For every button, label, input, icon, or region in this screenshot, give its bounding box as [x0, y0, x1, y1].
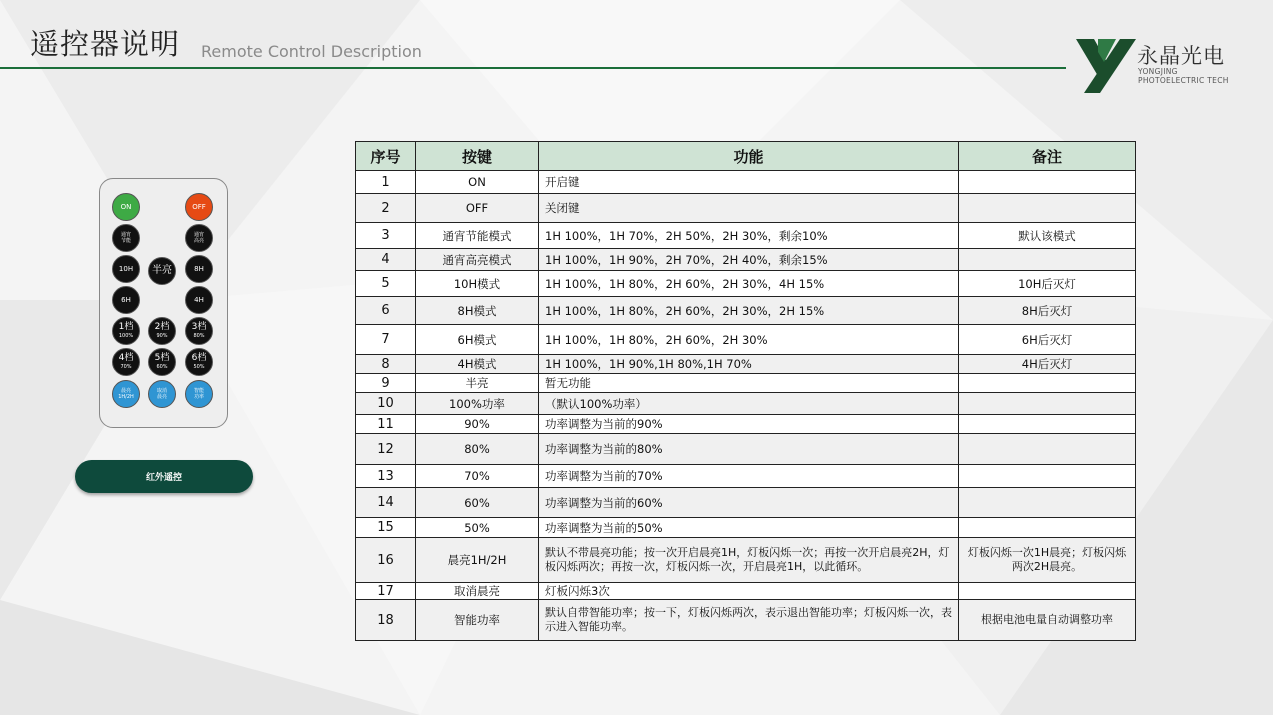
cell-no: 17: [356, 583, 416, 600]
table-row: [356, 271, 1136, 297]
cell-function: 1H 100%，1H 80%，2H 60%，2H 30%，2H 15%: [539, 297, 959, 325]
remote-level1-button[interactable]: [112, 317, 140, 345]
remote-morning-button[interactable]: [112, 380, 140, 408]
remote-night-bright-button[interactable]: [185, 224, 213, 252]
cell-key: 6H模式: [416, 325, 539, 355]
cell-function: 功率调整为当前的80%: [539, 434, 959, 465]
table-row: [356, 374, 1136, 393]
cell-no: 9: [356, 374, 416, 393]
remote-off-button[interactable]: OFF: [185, 193, 213, 221]
remote-on-button[interactable]: ON: [112, 193, 140, 221]
cell-key: 4H模式: [416, 355, 539, 374]
remote-level4-label: 4档: [118, 352, 134, 363]
cell-key: 70%: [416, 465, 539, 488]
cell-note: [959, 393, 1136, 415]
remote-10h-button[interactable]: 10H: [112, 255, 140, 283]
header-no: 序号: [356, 142, 416, 171]
remote-cancel-morning-button[interactable]: [148, 380, 176, 408]
cell-note: [959, 194, 1136, 223]
cell-key: 半亮: [416, 374, 539, 393]
remote-level3-label: 3档: [191, 321, 207, 332]
cell-no: 12: [356, 434, 416, 465]
cell-function: （默认100%功率）: [539, 393, 959, 415]
cell-no: 5: [356, 271, 416, 297]
cell-function: 功率调整为当前的70%: [539, 465, 959, 488]
header-key: 按键: [416, 142, 539, 171]
table-row: [356, 518, 1136, 538]
cell-no: 8: [356, 355, 416, 374]
cell-note: [959, 488, 1136, 518]
cell-key: 8H模式: [416, 297, 539, 325]
remote-night-eco-line1: 通宵: [120, 231, 131, 238]
remote-level6-label: 6档: [191, 352, 207, 363]
cell-note: [959, 249, 1136, 271]
remote-level2-button[interactable]: [148, 317, 176, 345]
cell-function: 默认自带智能功率；按一下，灯板闪烁两次，表示退出智能功率；灯板闪烁一次，表示进入智能功率。: [539, 600, 959, 641]
remote-level6-button[interactable]: [185, 348, 213, 376]
remote-night-bright-line2: 高亮: [193, 238, 204, 244]
cell-function: 开启键: [539, 171, 959, 194]
cell-function: 1H 100%，1H 90%,1H 80%,1H 70%: [539, 355, 959, 374]
header-function: 功能: [539, 142, 959, 171]
remote-4h-button[interactable]: 4H: [185, 286, 213, 314]
cell-key: 100%功率: [416, 393, 539, 415]
remote-level2-label: 2档: [154, 321, 170, 332]
remote-smart-power-line2: 功率: [193, 394, 204, 400]
table-row: [356, 538, 1136, 583]
cell-key: 晨亮1H/2H: [416, 538, 539, 583]
header-note: 备注: [959, 142, 1136, 171]
cell-note: [959, 434, 1136, 465]
remote-smart-power-button[interactable]: [185, 380, 213, 408]
cell-key: 50%: [416, 518, 539, 538]
cell-note: 灯板闪烁一次1H晨亮；灯板闪烁两次2H晨亮。: [959, 538, 1136, 583]
cell-key: 90%: [416, 415, 539, 434]
remote-level1-value: 100%: [118, 332, 134, 339]
table-row: [356, 600, 1136, 641]
cell-key: 10H模式: [416, 271, 539, 297]
cell-no: 1: [356, 171, 416, 194]
cell-function: 功率调整为当前的50%: [539, 518, 959, 538]
remote-cancel-morning-line2: 晨亮: [156, 394, 167, 400]
cell-function: 1H 100%，1H 80%，2H 60%，2H 30%: [539, 325, 959, 355]
cell-function: 关闭键: [539, 194, 959, 223]
remote-morning-line2: 1H/2H: [118, 394, 134, 400]
table-row: [356, 223, 1136, 249]
page-title: 遥控器说明: [30, 27, 181, 61]
cell-note: [959, 171, 1136, 194]
cell-function: 1H 100%，1H 80%，2H 60%，2H 30%，4H 15%: [539, 271, 959, 297]
remote-level4-value: 70%: [120, 363, 132, 370]
remote-level4-button[interactable]: [112, 348, 140, 376]
cell-no: 4: [356, 249, 416, 271]
cell-note: 8H后灭灯: [959, 297, 1136, 325]
cell-function: 功率调整为当前的60%: [539, 488, 959, 518]
cell-note: [959, 465, 1136, 488]
cell-function: 1H 100%，1H 90%，2H 70%，2H 40%，剩余15%: [539, 249, 959, 271]
remote-cancel-morning-line1: 取消: [156, 387, 167, 394]
table-row: [356, 171, 1136, 194]
remote-level5-value: 60%: [156, 363, 168, 370]
cell-no: 3: [356, 223, 416, 249]
cell-no: 15: [356, 518, 416, 538]
cell-key: OFF: [416, 194, 539, 223]
table-row: [356, 355, 1136, 374]
table-row: [356, 465, 1136, 488]
remote-function-table: [355, 141, 1136, 641]
table-row: [356, 434, 1136, 465]
cell-note: 4H后灭灯: [959, 355, 1136, 374]
cell-note: [959, 583, 1136, 600]
table-row: [356, 325, 1136, 355]
cell-key: 通宵高亮模式: [416, 249, 539, 271]
cell-no: 18: [356, 600, 416, 641]
cell-key: 通宵节能模式: [416, 223, 539, 249]
remote-level3-button[interactable]: [185, 317, 213, 345]
cell-note: [959, 518, 1136, 538]
page-subtitle: Remote Control Description: [201, 42, 422, 61]
remote-night-eco-line2: 节能: [120, 238, 131, 244]
cell-note: 默认该模式: [959, 223, 1136, 249]
cell-function: 默认不带晨亮功能；按一次开启晨亮1H，灯板闪烁一次；再按一次开启晨亮2H，灯板闪烁两次；再按一次，灯板闪烁一次，开启晨亮1H，以此循环。: [539, 538, 959, 583]
table-row: [356, 415, 1136, 434]
table-row: [356, 488, 1136, 518]
logo-name-cn: 永晶光电: [1137, 44, 1225, 68]
logo-name-en-line1: YONGJING: [1138, 67, 1178, 76]
cell-function: 暂无功能: [539, 374, 959, 393]
cell-no: 6: [356, 297, 416, 325]
cell-key: ON: [416, 171, 539, 194]
remote-night-eco-button[interactable]: [112, 224, 140, 252]
cell-no: 11: [356, 415, 416, 434]
remote-level2-value: 90%: [156, 332, 168, 339]
cell-note: [959, 374, 1136, 393]
cell-no: 10: [356, 393, 416, 415]
table-row: [356, 194, 1136, 223]
infrared-remote-label: 红外遥控: [75, 460, 253, 493]
cell-no: 13: [356, 465, 416, 488]
cell-note: 6H后灭灯: [959, 325, 1136, 355]
remote-smart-power-line1: 智能: [193, 387, 204, 394]
remote-6h-button[interactable]: 6H: [112, 286, 140, 314]
cell-note: [959, 415, 1136, 434]
remote-8h-button[interactable]: 8H: [185, 255, 213, 283]
remote-level3-value: 80%: [193, 332, 205, 339]
remote-morning-line1: 晨亮: [120, 387, 131, 394]
title-divider: [0, 67, 1066, 69]
cell-note: 10H后灭灯: [959, 271, 1136, 297]
cell-function: 1H 100%，1H 70%，2H 50%，2H 30%，剩余10%: [539, 223, 959, 249]
table-row: [356, 583, 1136, 600]
table-row: [356, 297, 1136, 325]
cell-key: 60%: [416, 488, 539, 518]
table-row: [356, 393, 1136, 415]
cell-key: 智能功率: [416, 600, 539, 641]
remote-level1-label: 1档: [118, 321, 134, 332]
remote-night-bright-line1: 通宵: [193, 231, 204, 238]
logo-name-en-line2: PHOTOELECTRIC TECH: [1138, 76, 1229, 85]
cell-function: 功率调整为当前的90%: [539, 415, 959, 434]
remote-control: [99, 178, 228, 428]
cell-no: 7: [356, 325, 416, 355]
remote-level6-value: 50%: [193, 363, 205, 370]
cell-no: 2: [356, 194, 416, 223]
table-row: [356, 249, 1136, 271]
cell-no: 14: [356, 488, 416, 518]
cell-key: 取消晨亮: [416, 583, 539, 600]
cell-no: 16: [356, 538, 416, 583]
remote-level5-button[interactable]: [148, 348, 176, 376]
table-header-row: [356, 142, 1136, 171]
cell-note: 根据电池电量自动调整功率: [959, 600, 1136, 641]
cell-function: 灯板闪烁3次: [539, 583, 959, 600]
cell-key: 80%: [416, 434, 539, 465]
remote-level5-label: 5档: [154, 352, 170, 363]
remote-half-bright-button[interactable]: 半亮: [148, 257, 176, 285]
